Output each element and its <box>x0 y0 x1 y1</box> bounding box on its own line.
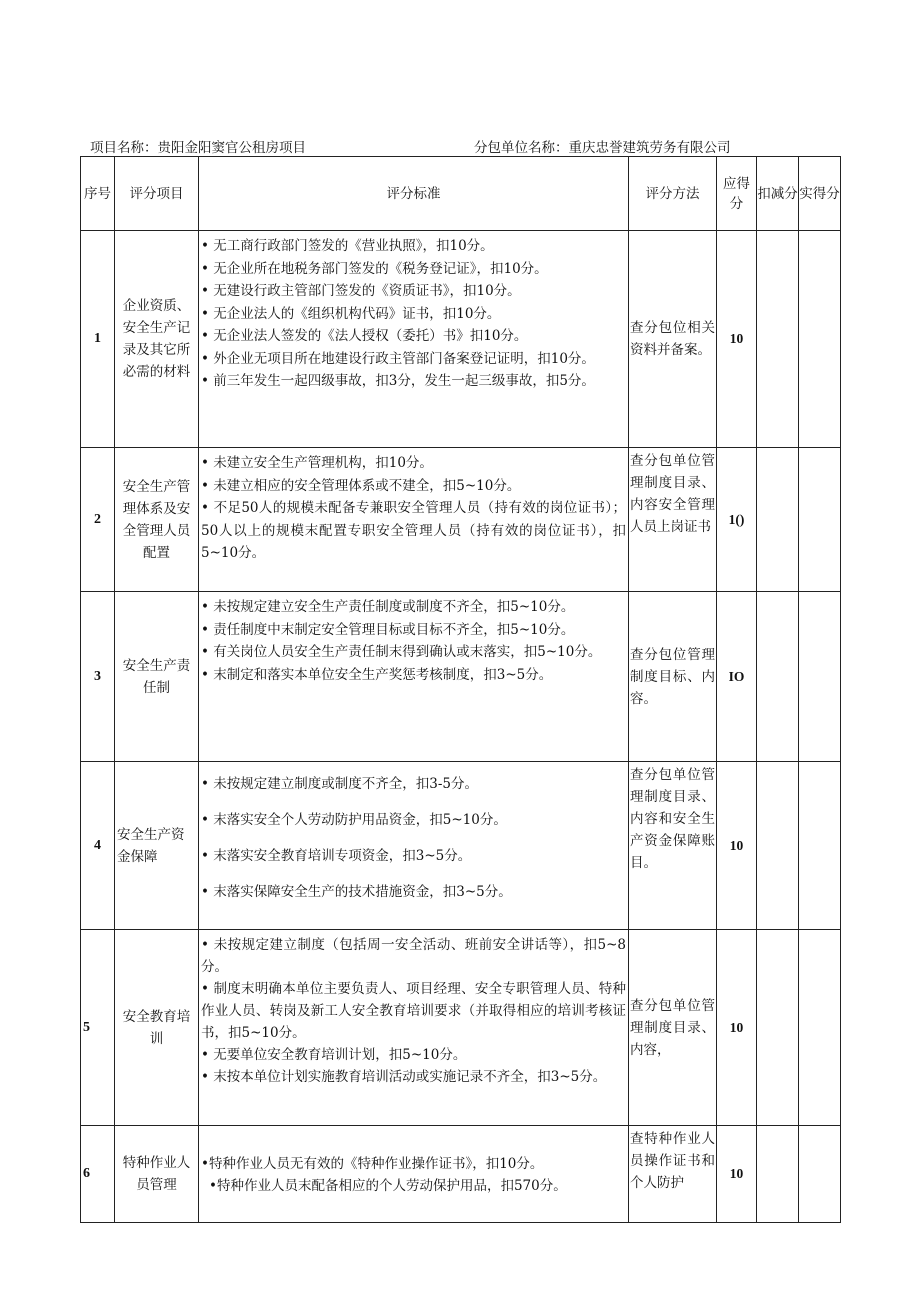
table-row <box>81 448 841 592</box>
criterion: • 无企业法人签发的《法人授权（委托）书》扣10分。 <box>201 328 528 344</box>
col-seq: 序号 <box>81 157 115 231</box>
criterion: • 未按规定建立安全生产责任制度或制度不齐全，扣5~10分。 <box>201 599 575 615</box>
row-deduct-cell[interactable] <box>757 448 799 592</box>
row-method: 查特种作业人员操作证书和个人防护 <box>629 1126 717 1223</box>
table-row <box>81 930 841 1126</box>
criterion: • 未按规定建立制度（包括周一安全活动、班前安全讲话等），扣5~8分。 <box>201 937 626 975</box>
row-method: 查分包位管理制度目标、内容。 <box>629 592 717 762</box>
row-deduct-cell[interactable] <box>757 762 799 930</box>
subcontractor-name: 分包单位名称：重庆忠誉建筑劳务有限公司 <box>474 140 731 156</box>
criterion: • 未建立相应的安全管理体系或不建全，扣5~10分。 <box>201 477 521 494</box>
criterion: • 无建设行政主管部门签发的《资质证书》，扣10分。 <box>201 283 521 299</box>
row-actual-cell[interactable] <box>799 592 841 762</box>
criterion: • 无企业法人的《组织机构代码》证书，扣10分。 <box>201 305 501 322</box>
criterion: • 前三年发生一起四级事故，扣3分，发生一起三级事故，扣5分。 <box>201 373 595 389</box>
col-actual: 实得分 <box>799 157 841 231</box>
criterion: • 末落实安全教育培训专项资金，扣3~5分。 <box>201 848 472 864</box>
criterion: •特种作业人员末配备相应的个人劳动保护用品，扣570分。 <box>209 1178 567 1194</box>
table-row <box>81 762 841 930</box>
criterion: • 制度末明确本单位主要负责人、项目经理、安全专职管理人员、特种作业人员、转岗及新工人安全教育培训要求（并取得相应的培训考核证书，扣5~10分。 <box>201 981 626 1041</box>
row-criteria <box>199 448 629 592</box>
row-seq: 1 <box>81 231 115 448</box>
col-deduct: 扣减分 <box>757 157 799 231</box>
criterion: • 无企业所在地税务部门签发的《税务登记证》，扣10分。 <box>201 260 548 277</box>
col-method: 评分方法 <box>629 157 717 231</box>
table-row <box>81 592 841 762</box>
criterion: • 未建立安全生产管理机构，扣10分。 <box>201 455 433 471</box>
row-criteria <box>199 231 629 448</box>
criterion: • 末落实保障安全生产的技术措施资金，扣3~5分。 <box>201 884 512 900</box>
criterion: • 未按规定建立制度或制度不齐全，扣3-5分。 <box>201 776 478 792</box>
row-criteria <box>199 762 629 930</box>
col-criteria: 评分标准 <box>199 157 629 231</box>
table-row <box>81 231 841 448</box>
row-actual-cell[interactable] <box>799 1126 841 1223</box>
row-seq: 6 <box>81 1126 115 1223</box>
row-score: 10 <box>717 930 757 1126</box>
criterion: • 无要单位安全教育培训计划，扣5~10分。 <box>201 1047 467 1063</box>
table-row <box>81 1126 841 1223</box>
criterion: • 责任制度中末制定安全管理目标或目标不齐全，扣5~10分。 <box>201 621 575 638</box>
row-deduct-cell[interactable] <box>757 1126 799 1223</box>
row-seq: 5 <box>81 930 115 1126</box>
row-deduct-cell[interactable] <box>757 930 799 1126</box>
row-actual-cell[interactable] <box>799 930 841 1126</box>
criterion: • 末落实安全个人劳动防护用品资金，扣5~10分。 <box>201 812 507 828</box>
criterion: • 末按本单位计划实施教育培训活动或实施记录不齐全，扣3~5分。 <box>201 1069 607 1085</box>
col-score: 应得分 <box>717 157 757 231</box>
row-deduct-cell[interactable] <box>757 592 799 762</box>
criterion: • 无工商行政部门签发的《营业执照》，扣10分。 <box>201 238 494 254</box>
row-method: 查分包位相关资料并备案。 <box>629 231 717 448</box>
table-header-row <box>81 157 841 231</box>
row-criteria <box>199 592 629 762</box>
document-header <box>90 136 850 154</box>
row-actual-cell[interactable] <box>799 762 841 930</box>
row-seq: 2 <box>81 448 115 592</box>
criterion: • 不足50人的规模未配备专兼职安全管理人员（持有效的岗位证书）；50人以上的规模末配置专职安全管理人员（持有效的岗位证书），扣5~10分。 <box>201 500 626 561</box>
row-item: 企业资质、安全生产记录及其它所必需的材料 <box>115 231 199 448</box>
row-item: 安全教育培训 <box>115 930 199 1126</box>
row-seq: 3 <box>81 592 115 762</box>
col-item: 评分项目 <box>115 157 199 231</box>
row-actual-cell[interactable] <box>799 448 841 592</box>
row-method: 查分包单位管理制度目录、内容安全管理人员上岗证书 <box>629 448 717 592</box>
row-score: 10 <box>717 762 757 930</box>
row-score: 1() <box>717 448 757 592</box>
row-item: 特种作业人员管理 <box>115 1126 199 1223</box>
row-criteria <box>199 930 629 1126</box>
row-deduct-cell[interactable] <box>757 231 799 448</box>
row-score: IO <box>717 592 757 762</box>
criterion: • 有关岗位人员安全生产责任制末得到确认或末落实，扣5~10分。 <box>201 644 602 660</box>
row-score: 10 <box>717 231 757 448</box>
row-item: 安全生产资金保障 <box>115 762 199 930</box>
criterion: • 外企业无项目所在地建设行政主管部门备案登记证明，扣10分。 <box>201 350 595 367</box>
row-item: 安全生产管理体系及安全管理人员配置 <box>115 448 199 592</box>
scoring-table <box>80 156 841 1223</box>
criterion: • 末制定和落实本单位安全生产奖惩考核制度，扣3~5分。 <box>201 666 553 683</box>
row-method: 查分包单位管理制度目录、内容和安全生产资金保障账目。 <box>629 762 717 930</box>
row-seq: 4 <box>81 762 115 930</box>
row-criteria <box>199 1126 629 1223</box>
row-method: 查分包单位管理制度目录、内容， <box>629 930 717 1126</box>
project-name: 项目名称：贵阳金阳窦官公租房项目 <box>90 140 306 156</box>
row-score: 10 <box>717 1126 757 1223</box>
criterion: •特种作业人员无有效的《特种作业操作证书》，扣10分。 <box>201 1155 544 1172</box>
row-actual-cell[interactable] <box>799 231 841 448</box>
row-item: 安全生产责任制 <box>115 592 199 762</box>
